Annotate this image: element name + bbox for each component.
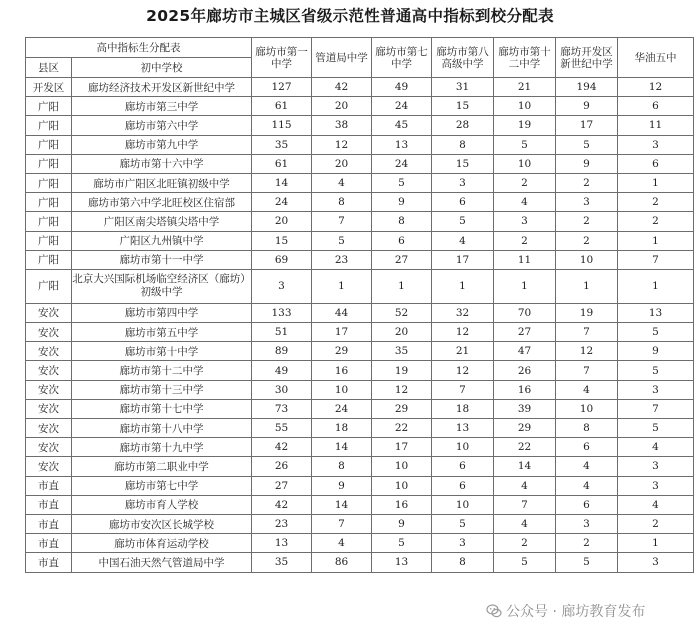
quota-cell: 16 — [372, 495, 432, 514]
school-cell: 廊坊市第十三中学 — [72, 380, 252, 399]
district-cell: 广阳 — [26, 173, 72, 192]
district-cell: 市直 — [26, 495, 72, 514]
quota-cell: 61 — [252, 97, 312, 116]
quota-cell: 3 — [618, 553, 694, 572]
school-cell: 廊坊市第九中学 — [72, 135, 252, 154]
quota-cell: 4 — [494, 193, 556, 212]
quota-cell: 6 — [618, 154, 694, 173]
quota-cell: 2 — [494, 534, 556, 553]
quota-cell: 7 — [312, 212, 372, 231]
watermark — [486, 601, 645, 621]
quota-cell: 7 — [494, 495, 556, 514]
quota-cell: 10 — [556, 399, 618, 418]
district-cell: 广阳 — [26, 250, 72, 269]
quota-cell: 3 — [618, 135, 694, 154]
school-cell: 中国石油天然气管道局中学 — [72, 553, 252, 572]
table-row — [26, 193, 694, 212]
quota-cell: 2 — [618, 193, 694, 212]
quota-cell: 5 — [556, 553, 618, 572]
quota-cell: 15 — [432, 154, 494, 173]
school-cell: 广阳区南尖塔镇尖塔中学 — [72, 212, 252, 231]
quota-cell: 3 — [556, 514, 618, 533]
quota-cell: 27 — [372, 250, 432, 269]
district-cell: 安次 — [26, 399, 72, 418]
school-cell: 广阳区九州镇中学 — [72, 231, 252, 250]
column-header: 廊坊市第七中学 — [372, 38, 432, 78]
quota-cell: 4 — [494, 514, 556, 533]
district-cell: 广阳 — [26, 231, 72, 250]
quota-cell: 17 — [432, 250, 494, 269]
quota-cell: 12 — [618, 78, 694, 97]
quota-cell: 1 — [372, 269, 432, 303]
quota-cell: 35 — [372, 342, 432, 361]
quota-cell: 115 — [252, 116, 312, 135]
table-row — [26, 457, 694, 476]
quota-cell: 11 — [618, 116, 694, 135]
quota-cell: 133 — [252, 303, 312, 322]
table-row — [26, 399, 694, 418]
quota-cell: 6 — [556, 495, 618, 514]
quota-cell: 8 — [432, 553, 494, 572]
school-cell: 廊坊市第十六中学 — [72, 154, 252, 173]
quota-cell: 3 — [252, 269, 312, 303]
quota-cell: 1 — [618, 269, 694, 303]
quota-cell: 4 — [556, 476, 618, 495]
district-cell: 广阳 — [26, 212, 72, 231]
quota-cell: 7 — [556, 323, 618, 342]
quota-cell: 20 — [252, 212, 312, 231]
quota-cell: 4 — [432, 231, 494, 250]
table-row — [26, 476, 694, 495]
header-group-label: 高中指标生分配表 — [26, 38, 252, 58]
column-header: 廊坊市第八高级中学 — [432, 38, 494, 78]
quota-cell: 29 — [312, 342, 372, 361]
quota-cell: 6 — [618, 97, 694, 116]
school-cell: 廊坊市第四中学 — [72, 303, 252, 322]
district-cell: 安次 — [26, 380, 72, 399]
column-header: 廊坊开发区新世纪中学 — [556, 38, 618, 78]
school-cell: 廊坊市第三中学 — [72, 97, 252, 116]
quota-cell: 4 — [556, 380, 618, 399]
quota-cell: 10 — [372, 476, 432, 495]
quota-cell: 2 — [556, 231, 618, 250]
quota-cell: 69 — [252, 250, 312, 269]
quota-cell: 4 — [556, 457, 618, 476]
district-column-header: 县区 — [26, 58, 72, 78]
quota-cell: 51 — [252, 323, 312, 342]
quota-cell: 19 — [556, 303, 618, 322]
quota-cell: 45 — [372, 116, 432, 135]
quota-cell: 49 — [372, 78, 432, 97]
column-header: 廊坊市第一中学 — [252, 38, 312, 78]
quota-cell: 4 — [618, 495, 694, 514]
school-cell: 北京大兴国际机场临空经济区（廊坊）初级中学 — [72, 269, 252, 303]
quota-cell: 29 — [494, 419, 556, 438]
quota-cell: 1 — [494, 269, 556, 303]
quota-cell: 61 — [252, 154, 312, 173]
quota-cell: 11 — [494, 250, 556, 269]
quota-cell: 20 — [372, 323, 432, 342]
quota-cell: 6 — [372, 231, 432, 250]
school-cell: 廊坊市第五中学 — [72, 323, 252, 342]
quota-cell: 12 — [556, 342, 618, 361]
table-row — [26, 212, 694, 231]
quota-cell: 10 — [312, 380, 372, 399]
quota-cell: 18 — [432, 399, 494, 418]
quota-cell: 10 — [432, 495, 494, 514]
quota-cell: 3 — [618, 457, 694, 476]
quota-cell: 22 — [494, 438, 556, 457]
quota-cell: 42 — [312, 78, 372, 97]
district-cell: 广阳 — [26, 97, 72, 116]
quota-cell: 27 — [494, 323, 556, 342]
quota-cell: 14 — [494, 457, 556, 476]
quota-cell: 2 — [556, 173, 618, 192]
quota-cell: 9 — [312, 476, 372, 495]
quota-cell: 10 — [556, 250, 618, 269]
table-row — [26, 269, 694, 303]
district-cell: 安次 — [26, 361, 72, 380]
quota-cell: 3 — [618, 380, 694, 399]
quota-cell: 4 — [312, 173, 372, 192]
quota-cell: 6 — [432, 476, 494, 495]
quota-cell: 42 — [252, 495, 312, 514]
quota-cell: 15 — [432, 97, 494, 116]
quota-cell: 5 — [432, 212, 494, 231]
school-cell: 廊坊市第十七中学 — [72, 399, 252, 418]
quota-cell: 12 — [432, 361, 494, 380]
quota-cell: 5 — [432, 514, 494, 533]
school-cell: 廊坊市第七中学 — [72, 476, 252, 495]
quota-cell: 6 — [432, 457, 494, 476]
district-cell: 广阳 — [26, 154, 72, 173]
quota-cell: 2 — [494, 231, 556, 250]
allocation-table — [25, 37, 694, 573]
quota-cell: 23 — [312, 250, 372, 269]
school-cell: 廊坊市第十九中学 — [72, 438, 252, 457]
quota-cell: 24 — [252, 193, 312, 212]
quota-cell: 1 — [618, 231, 694, 250]
quota-cell: 5 — [494, 135, 556, 154]
quota-cell: 16 — [312, 361, 372, 380]
quota-cell: 1 — [618, 534, 694, 553]
table-row — [26, 135, 694, 154]
watermark-text: 公众号 · 廊坊教育发布 — [506, 604, 646, 620]
quota-cell: 4 — [312, 534, 372, 553]
quota-cell: 19 — [372, 361, 432, 380]
quota-cell: 4 — [494, 476, 556, 495]
quota-cell: 12 — [372, 380, 432, 399]
quota-cell: 15 — [252, 231, 312, 250]
quota-cell: 8 — [372, 212, 432, 231]
quota-cell: 7 — [312, 514, 372, 533]
quota-cell: 5 — [618, 361, 694, 380]
school-cell: 廊坊市第十中学 — [72, 342, 252, 361]
quota-cell: 7 — [432, 380, 494, 399]
district-cell: 市直 — [26, 514, 72, 533]
quota-cell: 24 — [372, 97, 432, 116]
quota-cell: 47 — [494, 342, 556, 361]
quota-cell: 4 — [618, 438, 694, 457]
quota-cell: 1 — [432, 269, 494, 303]
quota-cell: 5 — [494, 553, 556, 572]
quota-cell: 55 — [252, 419, 312, 438]
school-cell: 廊坊市第六中学 — [72, 116, 252, 135]
quota-cell: 20 — [312, 154, 372, 173]
quota-cell: 17 — [556, 116, 618, 135]
quota-cell: 9 — [618, 342, 694, 361]
quota-cell: 86 — [312, 553, 372, 572]
quota-cell: 16 — [494, 380, 556, 399]
district-cell: 安次 — [26, 438, 72, 457]
quota-cell: 12 — [432, 323, 494, 342]
quota-cell: 18 — [312, 419, 372, 438]
quota-cell: 12 — [312, 135, 372, 154]
quota-cell: 2 — [494, 173, 556, 192]
district-cell: 安次 — [26, 457, 72, 476]
quota-cell: 2 — [556, 534, 618, 553]
district-cell: 安次 — [26, 323, 72, 342]
district-cell: 广阳 — [26, 135, 72, 154]
quota-cell: 14 — [312, 495, 372, 514]
quota-cell: 6 — [432, 193, 494, 212]
quota-cell: 21 — [494, 78, 556, 97]
quota-cell: 7 — [618, 250, 694, 269]
table-row — [26, 438, 694, 457]
quota-cell: 23 — [252, 514, 312, 533]
quota-cell: 13 — [372, 553, 432, 572]
quota-cell: 70 — [494, 303, 556, 322]
quota-cell: 44 — [312, 303, 372, 322]
district-cell: 广阳 — [26, 269, 72, 303]
quota-cell: 194 — [556, 78, 618, 97]
district-cell: 广阳 — [26, 193, 72, 212]
school-column-header: 初中学校 — [72, 58, 252, 78]
district-cell: 市直 — [26, 534, 72, 553]
quota-cell: 14 — [312, 438, 372, 457]
school-cell: 廊坊市第十一中学 — [72, 250, 252, 269]
school-cell: 廊坊市第二职业中学 — [72, 457, 252, 476]
table-row — [26, 78, 694, 97]
table-row — [26, 323, 694, 342]
quota-cell: 3 — [494, 212, 556, 231]
quota-cell: 2 — [618, 212, 694, 231]
school-cell: 廊坊市安次区长城学校 — [72, 514, 252, 533]
quota-cell: 42 — [252, 438, 312, 457]
quota-cell: 1 — [618, 173, 694, 192]
quota-cell: 22 — [372, 419, 432, 438]
wechat-icon — [486, 603, 502, 619]
table-row — [26, 154, 694, 173]
quota-cell: 8 — [312, 193, 372, 212]
column-header: 廊坊市第十二中学 — [494, 38, 556, 78]
quota-cell: 24 — [372, 154, 432, 173]
quota-cell: 31 — [432, 78, 494, 97]
quota-cell: 26 — [252, 457, 312, 476]
district-cell: 市直 — [26, 553, 72, 572]
quota-cell: 5 — [372, 173, 432, 192]
quota-cell: 35 — [252, 553, 312, 572]
district-cell: 市直 — [26, 476, 72, 495]
school-cell: 廊坊市第十八中学 — [72, 419, 252, 438]
quota-cell: 10 — [494, 97, 556, 116]
table-row — [26, 97, 694, 116]
quota-cell: 2 — [618, 514, 694, 533]
school-cell: 廊坊市第六中学北旺校区住宿部 — [72, 193, 252, 212]
quota-cell: 35 — [252, 135, 312, 154]
quota-cell: 3 — [618, 476, 694, 495]
quota-cell: 49 — [252, 361, 312, 380]
quota-cell: 7 — [618, 399, 694, 418]
quota-cell: 9 — [556, 154, 618, 173]
quota-cell: 8 — [312, 457, 372, 476]
quota-cell: 26 — [494, 361, 556, 380]
quota-cell: 127 — [252, 78, 312, 97]
quota-cell: 13 — [618, 303, 694, 322]
quota-cell: 24 — [312, 399, 372, 418]
quota-cell: 8 — [556, 419, 618, 438]
quota-cell: 10 — [494, 154, 556, 173]
table-row — [26, 250, 694, 269]
district-cell: 安次 — [26, 342, 72, 361]
quota-cell: 13 — [252, 534, 312, 553]
quota-cell: 89 — [252, 342, 312, 361]
quota-cell: 1 — [556, 269, 618, 303]
quota-cell: 6 — [556, 438, 618, 457]
quota-cell: 73 — [252, 399, 312, 418]
quota-cell: 3 — [556, 193, 618, 212]
page-title: 2025年廊坊市主城区省级示范性普通高中指标到校分配表 — [146, 7, 554, 25]
table-row — [26, 361, 694, 380]
quota-cell: 17 — [312, 323, 372, 342]
quota-cell: 8 — [432, 135, 494, 154]
school-cell: 廊坊市体育运动学校 — [72, 534, 252, 553]
school-cell: 廊坊经济技术开发区新世纪中学 — [72, 78, 252, 97]
district-cell: 安次 — [26, 303, 72, 322]
quota-cell: 32 — [432, 303, 494, 322]
table-row — [26, 231, 694, 250]
table-row — [26, 495, 694, 514]
district-cell: 安次 — [26, 419, 72, 438]
quota-cell: 2 — [556, 212, 618, 231]
quota-cell: 5 — [372, 534, 432, 553]
quota-cell: 7 — [556, 361, 618, 380]
quota-cell: 1 — [312, 269, 372, 303]
quota-cell: 5 — [618, 323, 694, 342]
quota-cell: 21 — [432, 342, 494, 361]
table-row — [26, 419, 694, 438]
quota-cell: 9 — [556, 97, 618, 116]
quota-cell: 5 — [556, 135, 618, 154]
school-cell: 廊坊市广阳区北旺镇初级中学 — [72, 173, 252, 192]
quota-cell: 27 — [252, 476, 312, 495]
table-row — [26, 173, 694, 192]
quota-cell: 38 — [312, 116, 372, 135]
quota-cell: 5 — [312, 231, 372, 250]
quota-cell: 28 — [432, 116, 494, 135]
quota-cell: 52 — [372, 303, 432, 322]
table-row — [26, 116, 694, 135]
quota-cell: 9 — [372, 193, 432, 212]
school-cell: 廊坊市第十二中学 — [72, 361, 252, 380]
quota-cell: 3 — [432, 173, 494, 192]
table-row — [26, 553, 694, 572]
table-row — [26, 342, 694, 361]
quota-cell: 30 — [252, 380, 312, 399]
quota-cell: 39 — [494, 399, 556, 418]
district-cell: 广阳 — [26, 116, 72, 135]
table-row — [26, 380, 694, 399]
quota-cell: 17 — [372, 438, 432, 457]
quota-cell: 19 — [494, 116, 556, 135]
quota-cell: 10 — [432, 438, 494, 457]
quota-cell: 9 — [372, 514, 432, 533]
quota-cell: 10 — [372, 457, 432, 476]
quota-cell: 5 — [618, 419, 694, 438]
quota-cell: 3 — [432, 534, 494, 553]
table-body — [26, 78, 694, 573]
quota-cell: 29 — [372, 399, 432, 418]
table-row — [26, 534, 694, 553]
column-header: 管道局中学 — [312, 38, 372, 78]
district-cell: 开发区 — [26, 78, 72, 97]
table-row — [26, 514, 694, 533]
school-cell: 廊坊市育人学校 — [72, 495, 252, 514]
column-header: 华油五中 — [618, 38, 694, 78]
quota-cell: 20 — [312, 97, 372, 116]
quota-cell: 13 — [432, 419, 494, 438]
quota-cell: 13 — [372, 135, 432, 154]
table-row — [26, 303, 694, 322]
quota-cell: 14 — [252, 173, 312, 192]
